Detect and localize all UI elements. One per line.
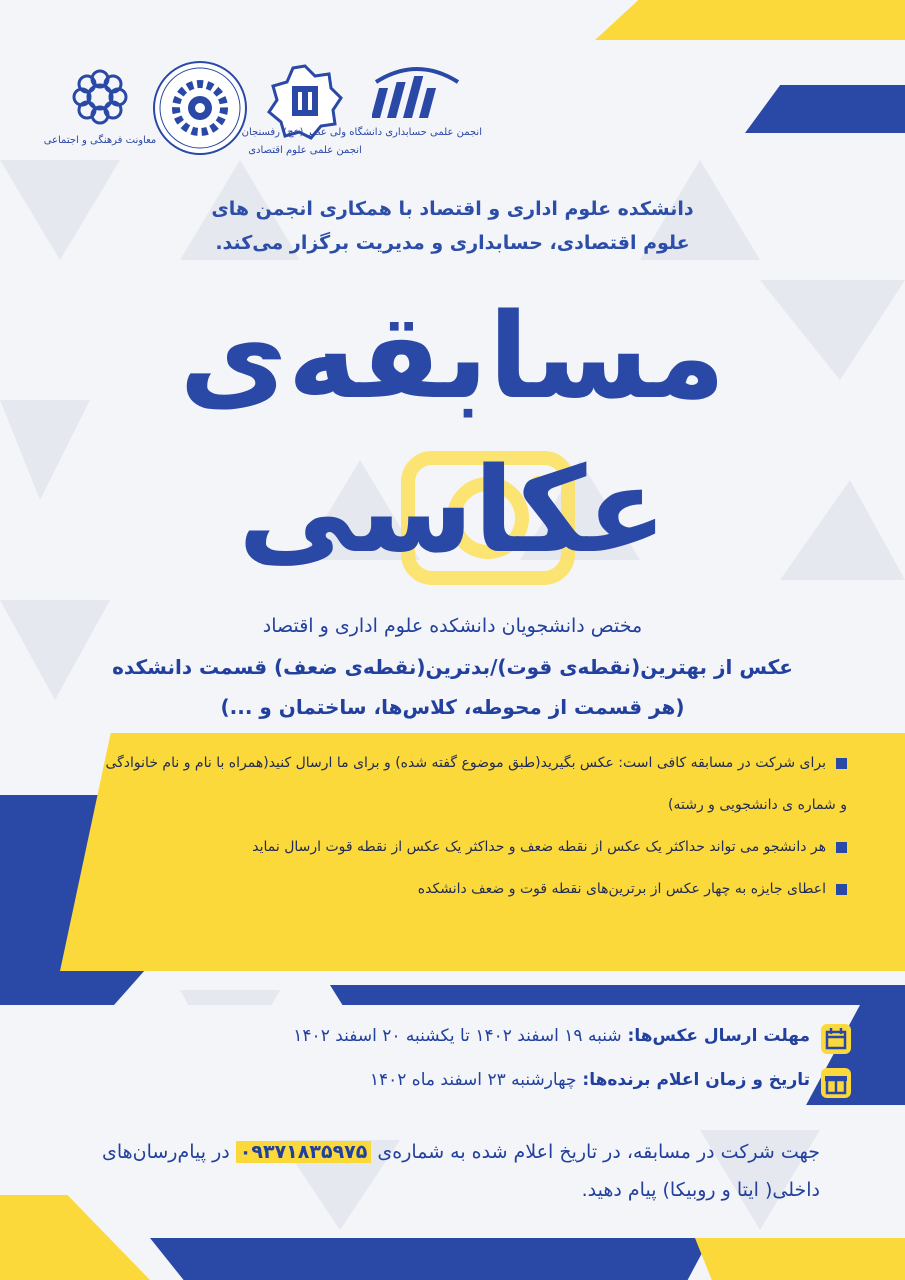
gear-seal-icon [150, 58, 250, 158]
logo-economics-association [240, 62, 370, 157]
gift-icon [819, 1066, 853, 1100]
accounting-chart-icon [372, 62, 462, 124]
square-bullet-icon [836, 758, 847, 769]
deadline-label: مهلت ارسال عکس‌ها: [627, 1026, 810, 1046]
dates-white-panel [90, 1005, 860, 1105]
intro-text [90, 192, 815, 260]
logo-caption: انجمن علمی علوم اقتصادی [248, 145, 362, 156]
university-flower-seal-icon [65, 62, 135, 132]
bottom-blue-shape [150, 1238, 710, 1280]
announcement-value: چهارشنبه ۲۳ اسفند ماه ۱۴۰۲ [369, 1070, 577, 1090]
intro-line-1: دانشکده علوم اداری و اقتصاد با همکاری انجمن های [211, 198, 694, 220]
rule-item [102, 742, 847, 826]
rule-item [102, 868, 847, 910]
announcement-row [90, 1070, 810, 1090]
contact-before: جهت شرکت در مسابقه، در تاریخ اعلام شده به شماره‌ی [377, 1141, 820, 1163]
logo-caption: انجمن علمی حسابداری دانشگاه ولی عصر (عج) رفسنجان [241, 127, 482, 138]
rule-text: اعطای جایزه به چهار عکس از برترین‌های نقطه قوت و ضعف دانشکده [417, 881, 826, 897]
square-bullet-icon [836, 884, 847, 895]
logo-caption: معاونت فرهنگی و اجتماعی [43, 135, 157, 146]
deadline-value: شنبه ۱۹ اسفند ۱۴۰۲ تا یکشنبه ۲۰ اسفند ۱۴۰۲ [293, 1026, 622, 1046]
intro-line-2: علوم اقتصادی، حسابداری و مدیریت برگزار می‌کند. [215, 232, 690, 254]
calendar-icon [819, 1022, 853, 1056]
rule-text: برای شرکت در مسابقه کافی است: عکس بگیرید(طبق موضوع گفته شده) و برای ما ارسال کنید(همراه با نام و نام خانوادگی و شماره ی دانشجویی و رشته) [105, 755, 847, 813]
audience-line-1: مختص دانشجویان دانشکده علوم اداری و اقتصاد [262, 615, 643, 637]
rules-list [102, 742, 847, 910]
phone-number: ۰۹۳۷۱۸۳۵۹۷۵ [236, 1141, 372, 1163]
audience-line-2: عکس از بهترین(نقطه‌ی قوت)/بدترین(نقطه‌ی ضعف) قسمت دانشکده [112, 655, 793, 679]
square-bullet-icon [836, 842, 847, 853]
contact-text [60, 1133, 820, 1209]
top-right-yellow-shape [595, 0, 905, 40]
announcement-label: تاریخ و زمان اعلام برنده‌ها: [582, 1070, 810, 1090]
title-line-1: مسابقه‌ی [179, 287, 726, 425]
rule-item [102, 826, 847, 868]
logo-accounting-association [241, 62, 482, 139]
contact-after: در پیام‌رسان‌های داخلی( ایتا و روبیکا) پیام دهید. [101, 1141, 820, 1201]
rule-text: هر دانشجو می تواند حداکثر یک عکس از نقطه ضعف و حداکثر یک عکس از نقطه قوت ارسال نماید [252, 839, 826, 855]
title-line-2: عکاسی [238, 441, 667, 579]
audience-line-3: (هر قسمت از محوطه، کلاس‌ها، ساختمان و ...) [220, 695, 685, 719]
bottom-right-yellow-shape [695, 1238, 905, 1280]
deadline-row [90, 1026, 810, 1046]
